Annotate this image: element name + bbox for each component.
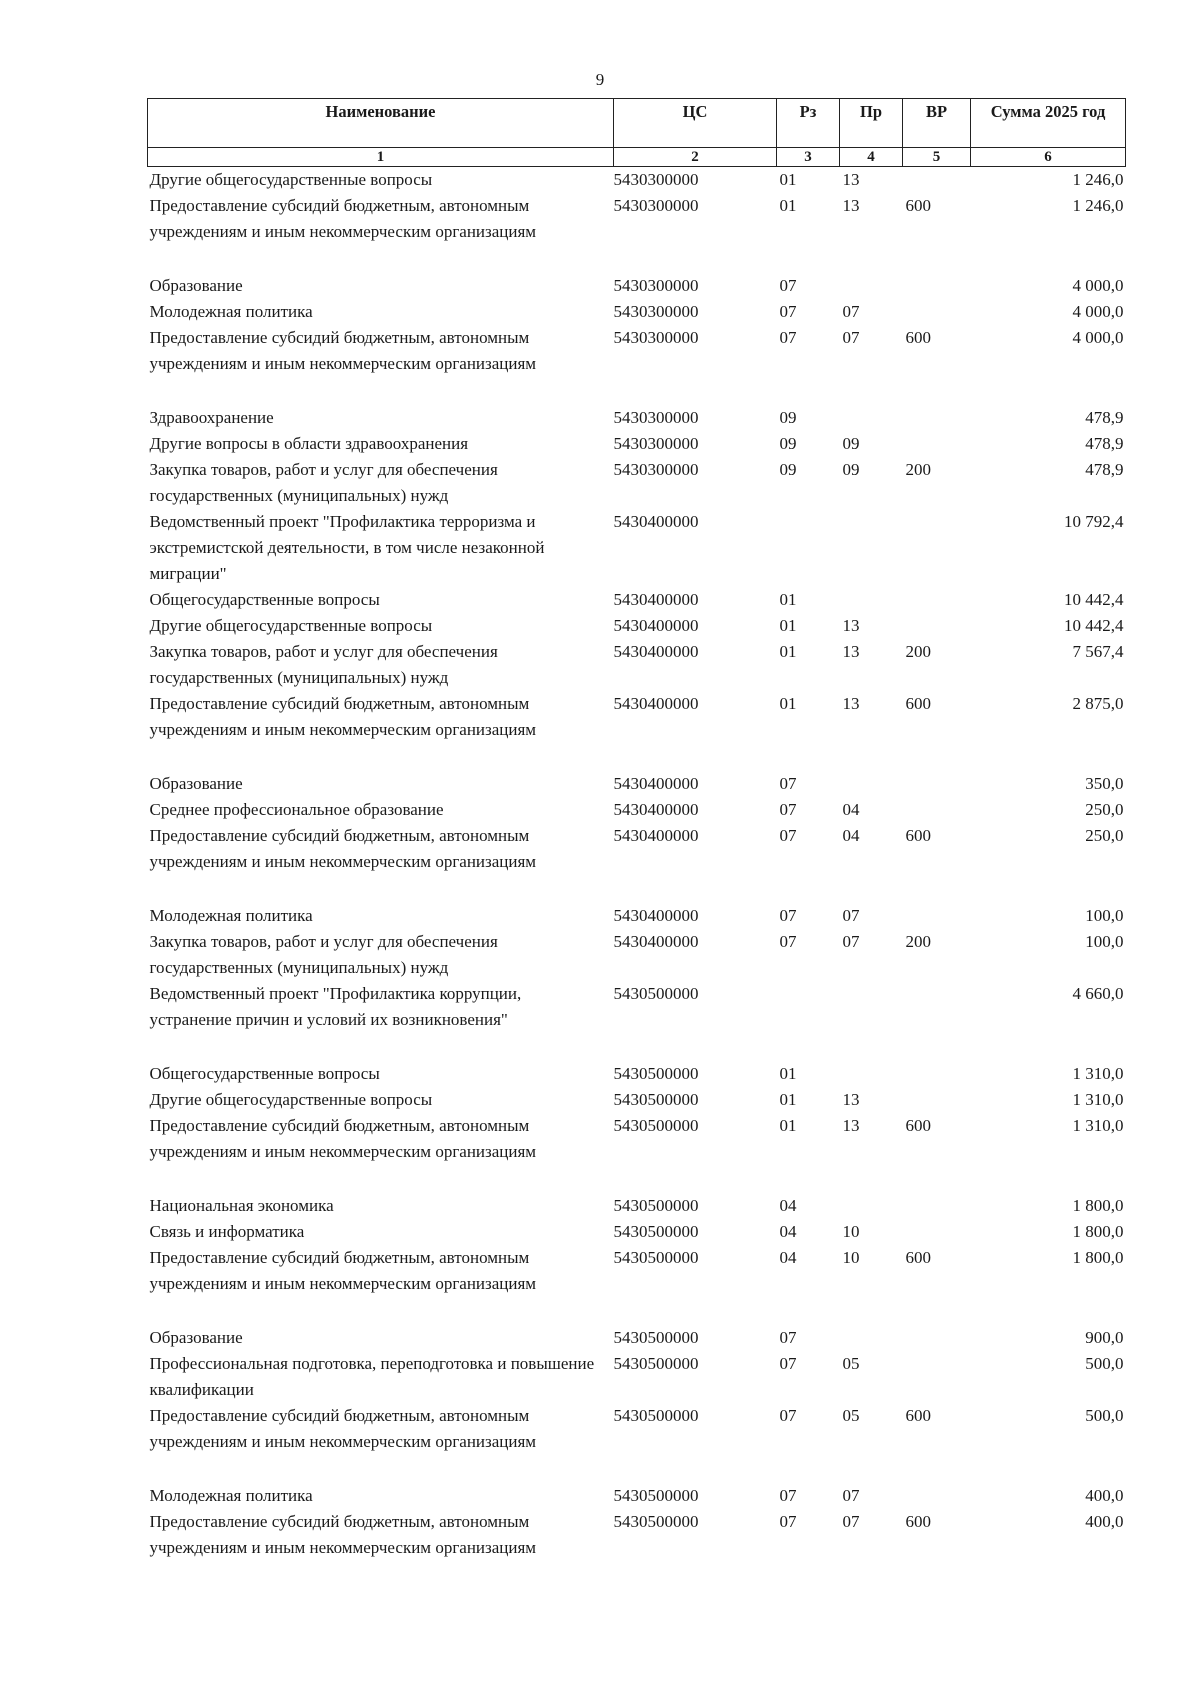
cell-cs: 5430400000 — [613, 694, 699, 713]
cell-vr — [903, 167, 971, 194]
cell-rz: 09 — [779, 460, 797, 479]
cell-cs: 5430400000 — [613, 590, 699, 609]
cell-rz: 01 — [779, 642, 797, 661]
cell-sum: 100,0 — [1085, 932, 1124, 951]
spacer-cell — [148, 743, 1126, 771]
row-spacer — [148, 1297, 1126, 1325]
cell-pr: 13 — [842, 1116, 860, 1135]
cell-cs: 5430500000 — [613, 1116, 699, 1135]
cell-name: Предоставление субсидий бюджетным, автономным учреждениям и иным некоммерческим организациям — [149, 328, 537, 373]
cell-name: Общегосударственные вопросы — [149, 1064, 380, 1083]
column-number-row — [148, 148, 1126, 167]
header-pr: Пр — [840, 99, 903, 148]
cell-vr: 600 — [905, 196, 931, 215]
cell-sum: 500,0 — [1085, 1406, 1124, 1425]
cell-cs: 5430400000 — [613, 642, 699, 661]
cell-vr: 600 — [905, 1406, 931, 1425]
cell-vr: 200 — [905, 642, 931, 661]
cell-rz: 01 — [779, 1064, 797, 1083]
cell-name: Закупка товаров, работ и услуг для обеспечения государственных (муниципальных) нужд — [149, 932, 498, 977]
column-number-cs: 2 — [614, 148, 777, 167]
cell-pr: 13 — [842, 170, 860, 189]
row-spacer — [148, 1165, 1126, 1193]
cell-sum: 478,9 — [1085, 460, 1124, 479]
cell-sum: 4 660,0 — [1072, 984, 1124, 1003]
cell-pr: 13 — [842, 1090, 860, 1109]
cell-vr: 600 — [905, 328, 931, 347]
cell-pr: 09 — [842, 460, 860, 479]
cell-vr: 200 — [905, 932, 931, 951]
cell-pr — [840, 273, 903, 299]
spacer-cell — [148, 1455, 1126, 1483]
cell-pr: 13 — [842, 196, 860, 215]
cell-name: Связь и информатика — [149, 1222, 305, 1241]
cell-rz: 04 — [779, 1222, 797, 1241]
table-row — [148, 509, 1126, 587]
cell-vr — [903, 299, 971, 325]
table-row — [148, 1087, 1126, 1113]
cell-sum: 250,0 — [1085, 826, 1124, 845]
table-row — [148, 981, 1126, 1033]
column-number-name: 1 — [148, 148, 614, 167]
cell-vr — [903, 797, 971, 823]
cell-sum: 1 800,0 — [1072, 1248, 1124, 1267]
cell-rz: 07 — [779, 800, 797, 819]
cell-vr — [903, 903, 971, 929]
cell-rz: 09 — [779, 434, 797, 453]
cell-name: Образование — [149, 774, 243, 793]
table-row — [148, 1193, 1126, 1219]
cell-cs: 5430300000 — [613, 434, 699, 453]
cell-vr — [903, 587, 971, 613]
cell-rz: 07 — [779, 1406, 797, 1425]
cell-pr: 13 — [842, 694, 860, 713]
cell-cs: 5430300000 — [613, 328, 699, 347]
cell-pr: 13 — [842, 616, 860, 635]
cell-sum: 1 246,0 — [1072, 196, 1124, 215]
spacer-cell — [148, 875, 1126, 903]
budget-table — [147, 98, 1126, 1561]
table-row — [148, 613, 1126, 639]
cell-cs: 5430500000 — [613, 1328, 699, 1347]
header-cs: ЦС — [614, 99, 777, 148]
cell-name: Предоставление субсидий бюджетным, автономным учреждениям и иным некоммерческим организациям — [149, 826, 537, 871]
cell-pr: 07 — [842, 932, 860, 951]
cell-pr: 10 — [842, 1222, 860, 1241]
column-number-pr: 4 — [840, 148, 903, 167]
cell-name: Предоставление субсидий бюджетным, автономным учреждениям и иным некоммерческим организациям — [149, 1406, 537, 1451]
cell-vr — [903, 981, 971, 1033]
cell-pr: 07 — [842, 328, 860, 347]
cell-vr: 600 — [905, 1512, 931, 1531]
cell-vr — [903, 1193, 971, 1219]
row-spacer — [148, 377, 1126, 405]
cell-cs: 5430500000 — [613, 1196, 699, 1215]
cell-rz: 01 — [779, 590, 797, 609]
table-row — [148, 431, 1126, 457]
cell-sum: 1 310,0 — [1072, 1116, 1124, 1135]
cell-vr: 600 — [905, 1248, 931, 1267]
cell-name: Предоставление субсидий бюджетным, автономным учреждениям и иным некоммерческим организациям — [149, 694, 537, 739]
table-row — [148, 1351, 1126, 1403]
cell-rz: 04 — [779, 1196, 797, 1215]
cell-pr — [840, 587, 903, 613]
page-number: 9 — [595, 70, 605, 89]
table-row — [148, 587, 1126, 613]
table-row — [148, 1219, 1126, 1245]
column-number-rz: 3 — [777, 148, 840, 167]
cell-rz: 01 — [779, 1090, 797, 1109]
cell-cs: 5430400000 — [613, 512, 699, 531]
cell-rz: 07 — [779, 906, 797, 925]
cell-rz: 07 — [779, 302, 797, 321]
cell-rz: 07 — [779, 276, 797, 295]
cell-rz: 07 — [779, 1512, 797, 1531]
cell-cs: 5430400000 — [613, 800, 699, 819]
cell-cs: 5430500000 — [613, 984, 699, 1003]
cell-cs: 5430300000 — [613, 460, 699, 479]
cell-vr — [903, 613, 971, 639]
cell-pr — [840, 771, 903, 797]
cell-rz: 07 — [779, 1328, 797, 1347]
cell-rz: 04 — [779, 1248, 797, 1267]
table-row — [148, 929, 1126, 981]
cell-vr — [903, 405, 971, 431]
cell-name: Молодежная политика — [149, 302, 313, 321]
cell-cs: 5430500000 — [613, 1064, 699, 1083]
cell-vr — [903, 1087, 971, 1113]
table-row — [148, 1325, 1126, 1351]
cell-name: Закупка товаров, работ и услуг для обеспечения государственных (муниципальных) нужд — [149, 460, 498, 505]
cell-sum: 400,0 — [1085, 1512, 1124, 1531]
cell-rz: 07 — [779, 1354, 797, 1373]
cell-cs: 5430400000 — [613, 906, 699, 925]
cell-pr: 10 — [842, 1248, 860, 1267]
cell-name: Национальная экономика — [149, 1196, 334, 1215]
cell-pr — [840, 1061, 903, 1087]
cell-pr: 07 — [842, 906, 860, 925]
cell-rz: 07 — [779, 826, 797, 845]
cell-name: Ведомственный проект "Профилактика коррупции, устранение причин и условий их возникновения" — [149, 984, 522, 1029]
cell-sum: 1 310,0 — [1072, 1064, 1124, 1083]
cell-pr — [840, 509, 903, 587]
cell-cs: 5430500000 — [613, 1354, 699, 1373]
cell-cs: 5430400000 — [613, 774, 699, 793]
cell-vr — [903, 1219, 971, 1245]
cell-vr — [903, 1483, 971, 1509]
cell-pr: 04 — [842, 826, 860, 845]
cell-rz: 01 — [779, 170, 797, 189]
cell-cs: 5430400000 — [613, 616, 699, 635]
cell-cs: 5430400000 — [613, 826, 699, 845]
cell-pr: 09 — [842, 434, 860, 453]
cell-vr — [903, 1351, 971, 1403]
row-spacer — [148, 1033, 1126, 1061]
cell-pr — [840, 405, 903, 431]
cell-rz — [777, 509, 840, 587]
table-row — [148, 691, 1126, 743]
cell-name: Молодежная политика — [149, 1486, 313, 1505]
cell-name: Ведомственный проект "Профилактика терроризма и экстремистской деятельности, в том числе незаконной миграции" — [149, 512, 545, 583]
cell-name: Предоставление субсидий бюджетным, автономным учреждениям и иным некоммерческим организациям — [149, 1248, 537, 1293]
cell-name: Предоставление субсидий бюджетным, автономным учреждениям и иным некоммерческим организациям — [149, 1512, 537, 1557]
cell-sum: 4 000,0 — [1072, 302, 1124, 321]
table-row — [148, 299, 1126, 325]
table-row — [148, 1061, 1126, 1087]
cell-cs: 5430500000 — [613, 1248, 699, 1267]
cell-name: Молодежная политика — [149, 906, 313, 925]
cell-rz — [777, 981, 840, 1033]
cell-vr — [903, 273, 971, 299]
cell-cs: 5430300000 — [613, 196, 699, 215]
cell-name: Среднее профессиональное образование — [149, 800, 444, 819]
header-row — [148, 99, 1126, 148]
table-row — [148, 1403, 1126, 1455]
cell-pr: 05 — [842, 1354, 860, 1373]
column-number-vr: 5 — [903, 148, 971, 167]
cell-cs: 5430400000 — [613, 932, 699, 951]
cell-vr — [903, 1061, 971, 1087]
header-vr: ВР — [903, 99, 971, 148]
cell-name: Предоставление субсидий бюджетным, автономным учреждениям и иным некоммерческим организациям — [149, 196, 537, 241]
cell-pr: 13 — [842, 642, 860, 661]
table-row — [148, 771, 1126, 797]
cell-vr — [903, 509, 971, 587]
table-row — [148, 167, 1126, 194]
cell-cs: 5430300000 — [613, 170, 699, 189]
cell-name: Закупка товаров, работ и услуг для обеспечения государственных (муниципальных) нужд — [149, 642, 498, 687]
table-row — [148, 325, 1126, 377]
cell-rz: 01 — [779, 196, 797, 215]
table-row — [148, 193, 1126, 245]
cell-vr: 600 — [905, 826, 931, 845]
cell-name: Образование — [149, 276, 243, 295]
cell-cs: 5430500000 — [613, 1486, 699, 1505]
spacer-cell — [148, 1033, 1126, 1061]
cell-sum: 250,0 — [1085, 800, 1124, 819]
cell-sum: 10 442,4 — [1064, 616, 1124, 635]
cell-rz: 09 — [779, 408, 797, 427]
cell-pr: 07 — [842, 1512, 860, 1531]
cell-pr: 05 — [842, 1406, 860, 1425]
cell-rz: 01 — [779, 616, 797, 635]
cell-rz: 01 — [779, 1116, 797, 1135]
cell-name: Профессиональная подготовка, переподготовка и повышение квалификации — [149, 1354, 595, 1399]
cell-vr: 200 — [905, 460, 931, 479]
table-row — [148, 1113, 1126, 1165]
cell-cs: 5430500000 — [613, 1090, 699, 1109]
spacer-cell — [148, 1165, 1126, 1193]
cell-sum: 1 800,0 — [1072, 1222, 1124, 1241]
cell-name: Здравоохранение — [149, 408, 274, 427]
cell-name: Предоставление субсидий бюджетным, автономным учреждениям и иным некоммерческим организациям — [149, 1116, 537, 1161]
cell-cs: 5430500000 — [613, 1512, 699, 1531]
cell-sum: 10 442,4 — [1064, 590, 1124, 609]
cell-name: Другие общегосударственные вопросы — [149, 1090, 433, 1109]
column-number-sum: 6 — [971, 148, 1126, 167]
table-body — [148, 167, 1126, 1562]
table-row — [148, 405, 1126, 431]
cell-cs: 5430300000 — [613, 276, 699, 295]
cell-rz: 07 — [779, 328, 797, 347]
cell-pr: 04 — [842, 800, 860, 819]
cell-rz: 07 — [779, 774, 797, 793]
table-row — [148, 1483, 1126, 1509]
cell-pr — [840, 1325, 903, 1351]
cell-name: Образование — [149, 1328, 243, 1347]
cell-sum: 1 800,0 — [1072, 1196, 1124, 1215]
table-row — [148, 273, 1126, 299]
cell-cs: 5430300000 — [613, 302, 699, 321]
cell-cs: 5430500000 — [613, 1406, 699, 1425]
table-row — [148, 1245, 1126, 1297]
row-spacer — [148, 875, 1126, 903]
table-row — [148, 457, 1126, 509]
cell-vr — [903, 431, 971, 457]
cell-sum: 1 310,0 — [1072, 1090, 1124, 1109]
cell-name: Другие вопросы в области здравоохранения — [149, 434, 469, 453]
spacer-cell — [148, 377, 1126, 405]
cell-rz: 07 — [779, 932, 797, 951]
cell-sum: 400,0 — [1085, 1486, 1124, 1505]
spacer-cell — [148, 245, 1126, 273]
cell-sum: 100,0 — [1085, 906, 1124, 925]
table-row — [148, 639, 1126, 691]
cell-vr: 600 — [905, 694, 931, 713]
cell-sum: 4 000,0 — [1072, 328, 1124, 347]
cell-sum: 500,0 — [1085, 1354, 1124, 1373]
row-spacer — [148, 743, 1126, 771]
table-row — [148, 903, 1126, 929]
table-row — [148, 823, 1126, 875]
cell-sum: 478,9 — [1085, 434, 1124, 453]
header-name: Наименование — [148, 99, 614, 148]
table-row — [148, 1509, 1126, 1561]
spacer-cell — [148, 1297, 1126, 1325]
cell-rz: 01 — [779, 694, 797, 713]
row-spacer — [148, 1455, 1126, 1483]
cell-sum: 10 792,4 — [1064, 512, 1124, 531]
cell-vr — [903, 771, 971, 797]
cell-pr: 07 — [842, 1486, 860, 1505]
cell-sum: 900,0 — [1085, 1328, 1124, 1347]
cell-cs: 5430500000 — [613, 1222, 699, 1241]
row-spacer — [148, 245, 1126, 273]
cell-name: Другие общегосударственные вопросы — [149, 170, 433, 189]
cell-pr — [840, 981, 903, 1033]
cell-sum: 478,9 — [1085, 408, 1124, 427]
cell-sum: 1 246,0 — [1072, 170, 1124, 189]
cell-sum: 2 875,0 — [1072, 694, 1124, 713]
cell-cs: 5430300000 — [613, 408, 699, 427]
cell-pr — [840, 1193, 903, 1219]
cell-vr — [903, 1325, 971, 1351]
cell-sum: 7 567,4 — [1072, 642, 1124, 661]
cell-pr: 07 — [842, 302, 860, 321]
table-row — [148, 797, 1126, 823]
cell-sum: 350,0 — [1085, 774, 1124, 793]
header-rz: Рз — [777, 99, 840, 148]
cell-sum: 4 000,0 — [1072, 276, 1124, 295]
cell-name: Общегосударственные вопросы — [149, 590, 380, 609]
cell-vr: 600 — [905, 1116, 931, 1135]
cell-name: Другие общегосударственные вопросы — [149, 616, 433, 635]
header-sum: Сумма 2025 год — [971, 99, 1126, 148]
cell-rz: 07 — [779, 1486, 797, 1505]
